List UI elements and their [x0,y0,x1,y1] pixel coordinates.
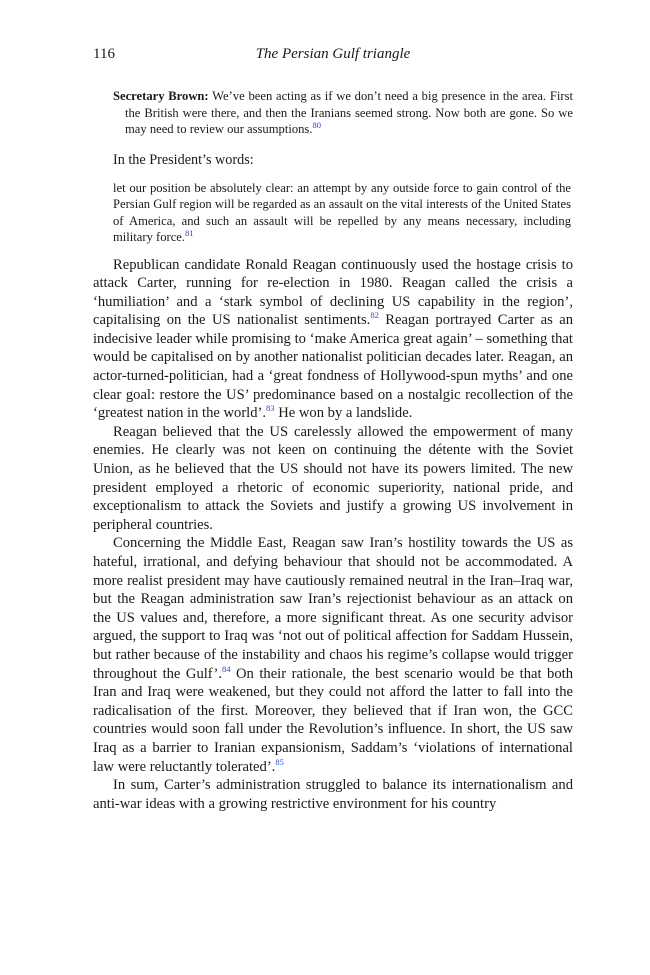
footnote-ref-84[interactable]: 84 [221,663,231,674]
footnote-ref-83[interactable]: 83 [266,403,275,414]
footnote-ref-81[interactable]: 81 [185,227,194,238]
dialogue-text: We’ve been acting as if we don’t need a big presence in the area. First the British were there, and then the Iranians seemed strong. Now both are gone. So we may need to review our assumptions. [125,89,573,136]
paragraph-text: He won by a landslide. [274,405,413,422]
dialogue-quote [113,88,573,138]
footnote-ref-82[interactable]: 82 [370,310,379,321]
paragraph-reagan-campaign [93,256,573,423]
paragraph-text: Reagan portrayed Carter as an indecisive leader while promising to ‘make America great again’ – something that would be capitalised on by another nationalist politician decades later. Reagan, an actor-turned-politician, had a ‘great fondness of Hollywood-spun myths’ and one clear goal: restore the US’ predominance based on a nostalgic recollection of the ‘greatest nation in the world’. [93,312,573,422]
book-page [93,46,573,813]
block-quote-text: let our position be absolutely clear: an attempt by any outside force to gain control of the Persian Gulf region will be regarded as an assault on the vital interests of the United States of America, and such an assault will be repelled by any means necessary, including military force. [113,180,571,244]
paragraph-text: Republican candidate Ronald Reagan continuously used the hostage crisis to attack Carter, running for re-election in 1980. Reagan called the crisis a ‘humiliation’ and a ‘stark symbol of declining US capability in the region’, capitalising on the US nationalist sentiments. [93,256,573,329]
paragraph-reagan-beliefs [93,423,573,535]
paragraph-text: Reagan believed that the US carelessly allowed the empowerment of many enemies. He clearly was not keen on continuing the détente with the Soviet Union, as he believed that the US should not have its powers limited. The new president employed a rhetoric of economic superiority, national pride, and exceptionalism to attack the Soviets and justify a growing US involvement in peripheral countries. [93,423,573,533]
intro-line: In the President’s words: [113,151,254,168]
paragraph-middle-east [93,534,573,776]
speaker-name: Secretary Brown: [113,89,209,103]
running-head [93,46,573,72]
paragraph-text: On their rationale, the best scenario would be that both Iran and Iraq were weakened, but they could not afford the latter to fall into the radicalisation of the first. Moreover, they believed that if Iran won, the GCC countries would soon fall under the Revolution’s influence. In short, the US saw Iraq as a barrier to Iranian expansionism, Saddam’s ‘violations of international law were reluctantly tolerated’. [93,665,573,775]
paragraph-text: In sum, Carter’s administration struggled to balance its internationalism and anti-war ideas with a growing restrictive environment for his country [93,777,573,812]
footnote-ref-85[interactable]: 85 [275,756,284,767]
footnote-ref-80[interactable]: 80 [312,119,321,130]
paragraph-text: Concerning the Middle East, Reagan saw Iran’s hostility towards the US as hateful, irrational, and defying behaviour that should not be accommodated. A more realist president may have cautiously remained neutral in the Iran–Iraq war, but the Reagan administration saw Iran’s rejectionist behaviour as an attack on the US values and, therefore, a more significant threat. As one security advisor argued, the support to Iraq was ‘not out of political affection for Saddam Hussein, but rather because of the instability and chaos his regime’s collapse would trigger throughout the Gulf’. [93,535,573,682]
block-quote [113,180,571,246]
running-title: The Persian Gulf triangle [255,46,411,62]
paragraph-summary [93,776,573,813]
page-number: 116 [93,46,115,62]
